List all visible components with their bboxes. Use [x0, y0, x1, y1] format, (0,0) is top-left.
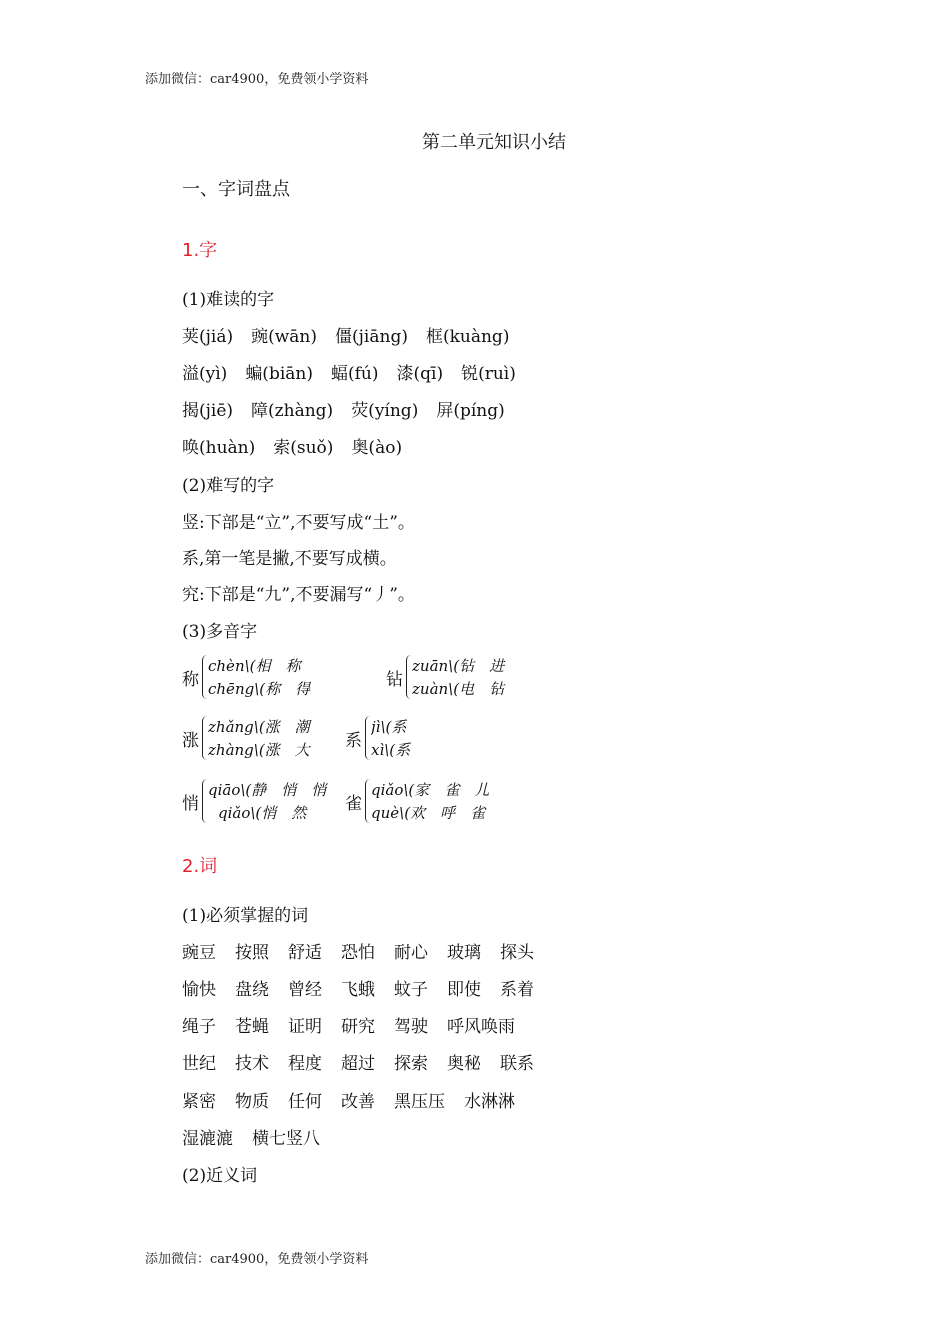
hard-write-line-2: 系,第一笔是撇,不要写成横。: [182, 549, 397, 569]
brace: [202, 779, 207, 823]
polyphone-char: 系: [345, 731, 362, 751]
hard-read-row-3: 揭(jiē) 障(zhàng) 荧(yíng) 屏(píng): [182, 401, 505, 421]
watermark-top: 添加微信：car4900，免费领小学资料: [145, 72, 369, 87]
hard-write-line-1: 竖:下部是“立”,不要写成“土”。: [182, 513, 415, 533]
brace: [365, 716, 370, 760]
brace: [365, 779, 370, 823]
hard-read-row-2: 溢(yì) 蝙(biān) 蝠(fú) 漆(qī) 锐(ruì): [182, 364, 516, 384]
section-heading: 一、字词盘点: [182, 179, 290, 200]
polyphone-block: [182, 714, 332, 766]
word-row: 豌豆 按照 舒适 恐怕 耐心 玻璃 探头: [182, 943, 534, 963]
polyphone-reading: jì\(系: [371, 718, 407, 736]
word-row: 湿漉漉 横七竖八: [182, 1129, 320, 1149]
polyphone-reading: qiǎo\(悄 然: [218, 804, 307, 822]
polyphone-char: 悄: [182, 794, 199, 814]
watermark-bottom: 添加微信：car4900，免费领小学资料: [145, 1252, 369, 1267]
polyphone-reading: xì\(系: [371, 741, 411, 759]
polyphone-reading: zhǎng\(涨 潮: [208, 718, 310, 736]
polyphone-block: [386, 653, 522, 705]
polyphone-reading: zhàng\(涨 大: [208, 741, 310, 759]
polyphone-char: 涨: [182, 731, 199, 751]
polyphone-block: [182, 653, 354, 705]
page-title: 第二单元知识小结: [422, 132, 566, 153]
brace: [202, 655, 207, 699]
polyphone-reading: què\(欢 呼 雀: [371, 804, 486, 822]
subheading-characters: 1.字: [182, 240, 218, 261]
polyphone-reading: zuān\(钻 进: [412, 657, 505, 675]
polyphone-block: [182, 777, 334, 829]
word-row: 世纪 技术 程度 超过 探索 奥秘 联系: [182, 1054, 534, 1074]
hard-write-line-3: 究:下部是“九”,不要漏写“丿”。: [182, 585, 415, 605]
polyphone-reading: zuàn\(电 钻: [412, 680, 505, 698]
polyphone-reading: chèn\(相 称: [208, 657, 301, 675]
polyphone-reading: chēng\(称 得: [208, 680, 326, 698]
polyphone-char: 称: [182, 670, 199, 690]
polyphone-reading: qiāo\(静 悄 悄: [208, 781, 327, 799]
hard-read-row-1: 荚(jiá) 豌(wān) 僵(jiāng) 框(kuàng): [182, 327, 510, 347]
must-words-label: (1)必须掌握的词: [182, 906, 309, 926]
synonyms-label: (2)近义词: [182, 1166, 258, 1186]
polyphone-label: (3)多音字: [182, 622, 258, 642]
polyphone-block: [345, 777, 503, 829]
word-row: 绳子 苍蝇 证明 研究 驾驶 呼风唤雨: [182, 1017, 515, 1037]
hard-write-label: (2)难写的字: [182, 476, 275, 496]
word-row: 紧密 物质 任何 改善 黑压压 水淋淋: [182, 1092, 515, 1112]
polyphone-char: 钻: [386, 670, 403, 690]
hard-read-label: (1)难读的字: [182, 290, 275, 310]
subheading-words: 2.词: [182, 856, 218, 877]
hard-read-row-4: 唤(huàn) 索(suǒ) 奥(ào): [182, 438, 403, 458]
polyphone-block: [345, 714, 427, 766]
polyphone-char: 雀: [345, 794, 362, 814]
word-row: 愉快 盘绕 曾经 飞蛾 蚊子 即使 系着: [182, 980, 534, 1000]
brace: [202, 716, 207, 760]
brace: [406, 655, 411, 699]
polyphone-reading: qiǎo\(家 雀 儿: [371, 781, 490, 799]
